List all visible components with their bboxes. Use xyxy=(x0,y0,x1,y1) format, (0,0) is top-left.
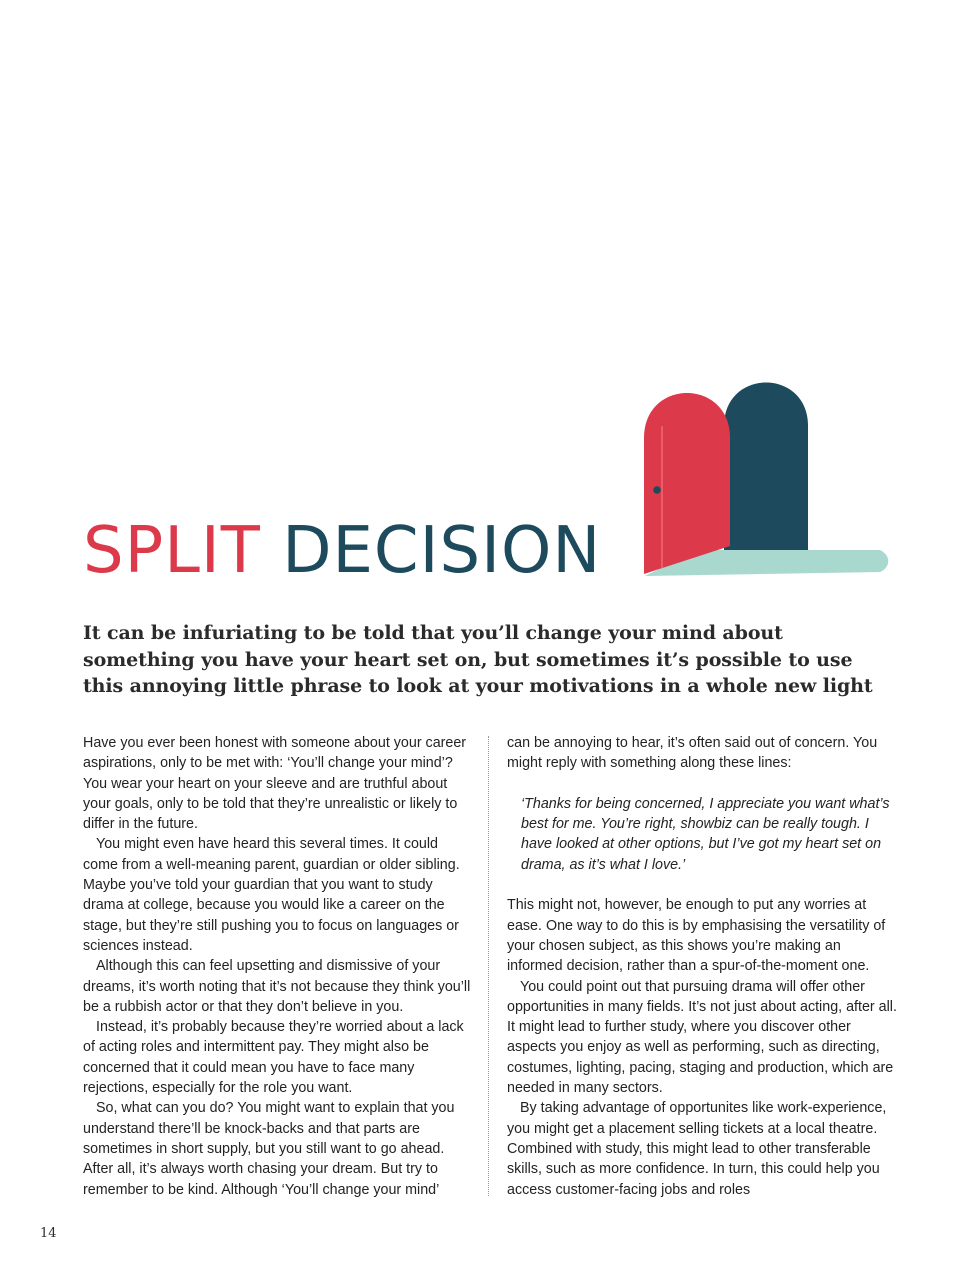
body-paragraph: can be annoying to hear, it’s often said out of concern. You might reply with something along these lines: xyxy=(507,735,878,772)
body-paragraph: You might even have heard this several times. It could come from a well-meaning parent, guardian or older sibling. Maybe you’ve told your guardian that you want to study drama at college, because you would like a career on the stage, but they’re still pushing you to focus on languages or sciences instead. xyxy=(83,836,460,954)
body-column-right xyxy=(507,733,897,1200)
navy-door-shape xyxy=(724,383,808,551)
body-paragraph: You could point out that pursuing drama will offer other opportunities in many fields. It’s not just about acting, after all. It might lead to further study, where you discover other aspects you enjoy as well as performing, such as directing, costumes, lighting, pacing, staging and production, which are needed in many sectors. xyxy=(507,978,897,1097)
article-title xyxy=(83,510,601,592)
body-paragraph: Although this can feel upsetting and dismissive of your dreams, it’s worth noting that it’s not because they think you’ll be a rubbish actor or that they don’t believe in you. xyxy=(83,958,471,1015)
body-paragraph: So, what can you do? You might want to explain that you understand there’ll be knock-backs and that parts are sometimes in short supply, but you still want to go ahead. After all, it’s always worth chasing your dream. But try to remember to be kind. Although ‘You’ll change your mind’ xyxy=(83,1100,455,1198)
body-paragraph: Have you ever been honest with someone about your career aspirations, only to be met with: ‘You’ll change your mind’? You wear your heart on your sleeve and are truthful about your goals, only to be told that they’re unrealistic or likely to differ in the future. xyxy=(83,735,467,833)
doors-illustration xyxy=(640,378,890,580)
column-divider xyxy=(488,736,489,1196)
pull-quote: ‘Thanks for being concerned, I appreciate you want what’s best for me. You’re right, showbiz can be really tough. I have looked at other options, but I’ve got my heart set on drama, as it’s what I love.’ xyxy=(521,795,890,873)
standfirst: It can be infuriating to be told that you’ll change your mind about something you have your heart set on, but sometimes it’s possible to use this annoying little phrase to look at your motivations in a whole new light xyxy=(83,622,873,697)
page-number: 14 xyxy=(40,1226,57,1241)
title-word-decision: DECISION xyxy=(282,514,602,588)
red-door-shape xyxy=(644,393,730,574)
body-paragraph: This might not, however, be enough to put any worries at ease. One way to do this is by emphasising the versatility of your chosen subject, as this shows you’re making an informed decision, rather than a spur-of-the-moment one. xyxy=(507,897,886,975)
title-word-split: SPLIT xyxy=(83,514,261,588)
body-column-left xyxy=(83,733,475,1200)
body-paragraph: Instead, it’s probably because they’re worried about a lack of acting roles and intermittent pay. They might also be concerned that it could mean you have to face many rejections, especially for the role you want. xyxy=(83,1019,464,1097)
body-paragraph: By taking advantage of opportunites like work-experience, you might get a placement selling tickets at a local theatre. Combined with study, this might lead to other transferable skills, such as more confidence. In turn, this could help you access customer-facing jobs and roles xyxy=(507,1100,887,1198)
door-knob xyxy=(653,486,661,494)
